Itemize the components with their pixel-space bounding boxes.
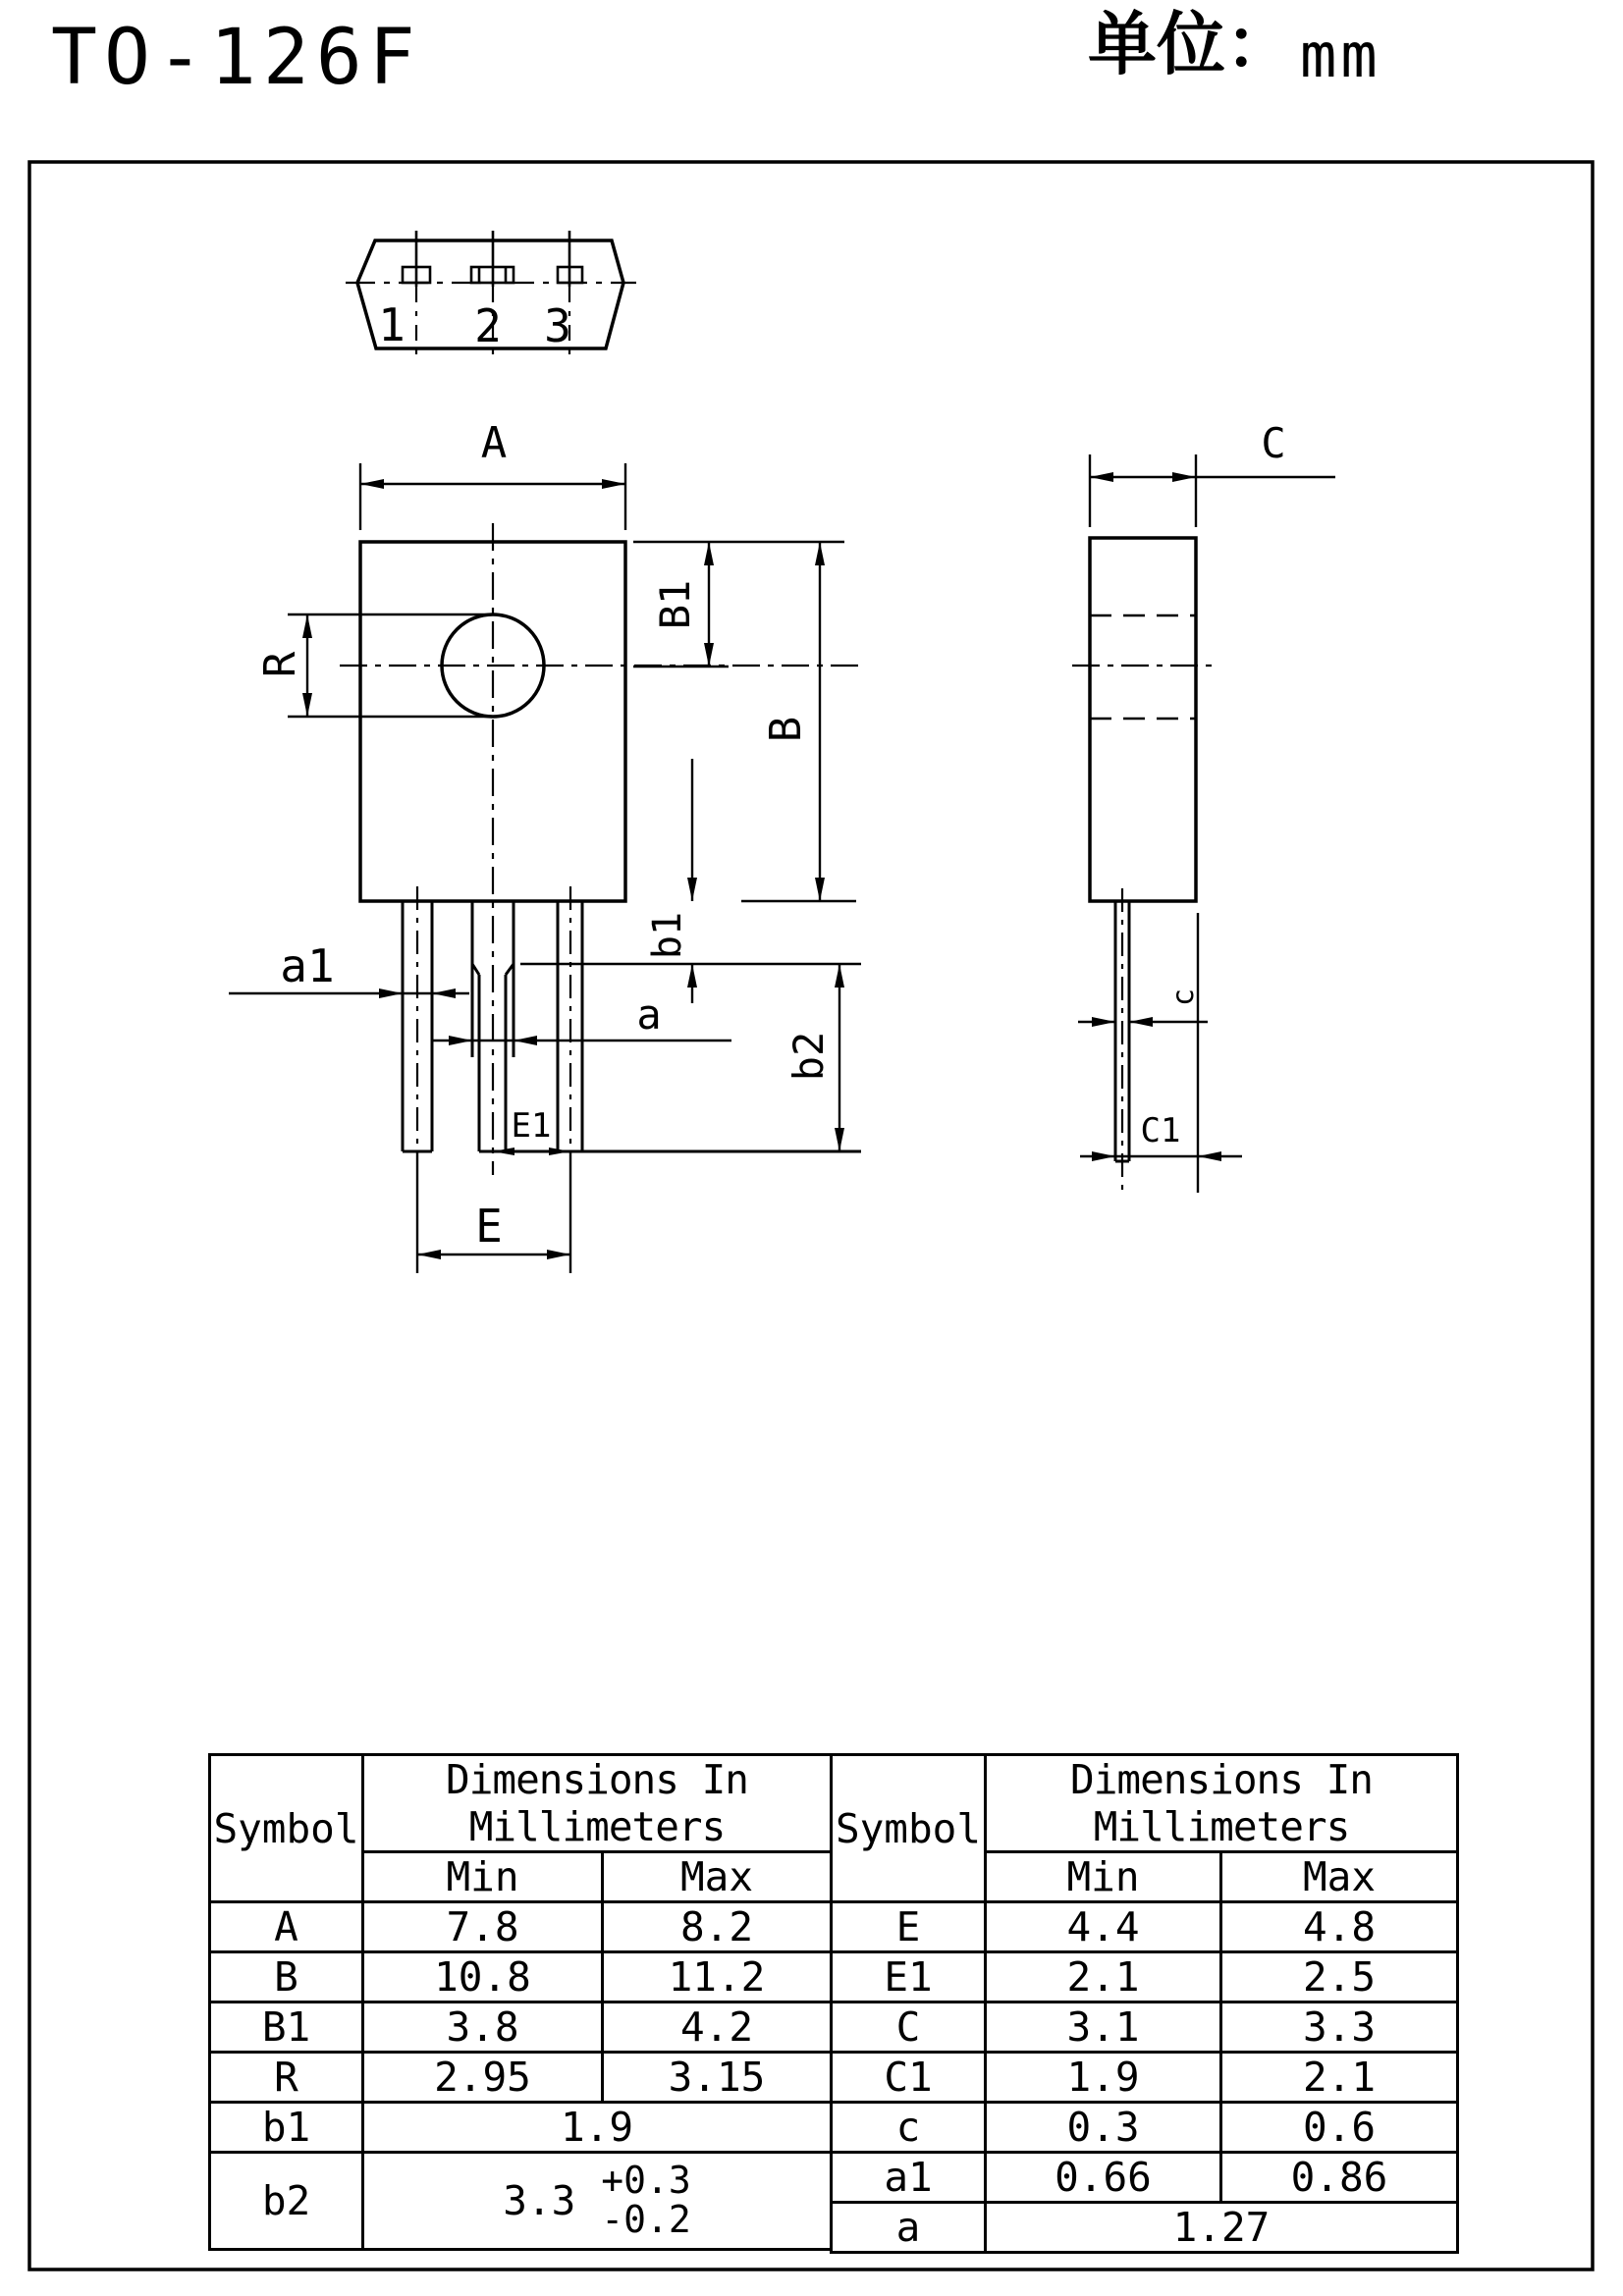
table-header-min: Min <box>363 1852 603 1902</box>
dim-label-c: c <box>1166 988 1201 1007</box>
min-cell: 3.1 <box>986 2002 1221 2053</box>
table-row <box>210 2103 832 2153</box>
max-cell: 4.2 <box>603 2002 832 2053</box>
max-cell: 11.2 <box>603 1952 832 2002</box>
unit-value: mm <box>1300 20 1381 91</box>
table-row <box>832 2153 1458 2203</box>
table-header-symbol: Symbol <box>210 1755 363 1902</box>
dim-label-B1: B1 <box>651 579 699 630</box>
table-header-max: Max <box>603 1852 832 1902</box>
symbol-cell: B1 <box>210 2002 363 2053</box>
side-view <box>1072 454 1335 1193</box>
table-row <box>210 2153 832 2250</box>
table-row <box>832 2053 1458 2103</box>
merged-value-cell: 1.27 <box>986 2203 1458 2253</box>
pin-number-2: 2 <box>474 299 502 352</box>
symbol-cell: B <box>210 1952 363 2002</box>
table-row <box>832 2002 1458 2053</box>
table-row <box>210 2053 832 2103</box>
max-cell: 3.15 <box>603 2053 832 2103</box>
dim-label-R: R <box>255 651 305 678</box>
symbol-cell: b2 <box>210 2153 363 2250</box>
pin-number-1: 1 <box>378 298 406 351</box>
dim-label-A: A <box>480 418 508 468</box>
table-row <box>210 1952 832 2002</box>
min-cell: 0.66 <box>986 2153 1221 2203</box>
table-row <box>832 1902 1458 1952</box>
dim-label-C1: C1 <box>1140 1111 1181 1150</box>
table-header-max: Max <box>1221 1852 1458 1902</box>
page-title: TO-126F <box>51 14 422 102</box>
max-cell: 2.5 <box>1221 1952 1458 2002</box>
table-row <box>832 1952 1458 2002</box>
symbol-cell: R <box>210 2053 363 2103</box>
table-header-dimensions: Dimensions In Millimeters <box>986 1755 1458 1852</box>
table-header-symbol: Symbol <box>832 1755 986 1902</box>
merged-value-cell <box>363 2153 832 2250</box>
min-cell: 7.8 <box>363 1902 603 1952</box>
table-header-min: Min <box>986 1852 1221 1902</box>
symbol-cell: b1 <box>210 2103 363 2153</box>
min-cell: 10.8 <box>363 1952 603 2002</box>
symbol-cell: E <box>832 1902 986 1952</box>
dim-label-E: E <box>475 1200 503 1253</box>
table-row <box>210 1902 832 1952</box>
max-cell: 3.3 <box>1221 2002 1458 2053</box>
min-cell: 1.9 <box>986 2053 1221 2103</box>
dim-label-a: a <box>636 990 662 1039</box>
min-cell: 0.3 <box>986 2103 1221 2153</box>
max-cell: 0.86 <box>1221 2153 1458 2203</box>
table-row <box>832 2103 1458 2153</box>
front-view-dimensions <box>229 463 861 1273</box>
symbol-cell: a <box>832 2203 986 2253</box>
max-cell: 2.1 <box>1221 2053 1458 2103</box>
b2-tolerance-plus: +0.3 <box>601 2159 691 2203</box>
symbol-cell: E1 <box>832 1952 986 2002</box>
dim-label-B: B <box>761 716 811 743</box>
min-cell: 4.4 <box>986 1902 1221 1952</box>
table-row <box>210 2002 832 2053</box>
b2-nominal: 3.3 <box>503 2177 576 2224</box>
symbol-cell: C <box>832 2002 986 2053</box>
dimensions-table-left <box>208 1753 833 2251</box>
dimension-arrowheads <box>302 472 1221 1259</box>
dim-label-C: C <box>1261 419 1286 467</box>
max-cell: 8.2 <box>603 1902 832 1952</box>
symbol-cell: c <box>832 2103 986 2153</box>
dim-label-b2: b2 <box>784 1031 833 1082</box>
min-cell: 2.1 <box>986 1952 1221 2002</box>
dimensions-table-right <box>830 1753 1459 2254</box>
symbol-cell: A <box>210 1902 363 1952</box>
dim-label-E1: E1 <box>511 1106 552 1146</box>
unit-label: 单位： <box>1088 3 1294 84</box>
symbol-cell: C1 <box>832 2053 986 2103</box>
min-cell: 2.95 <box>363 2053 603 2103</box>
merged-value-cell: 1.9 <box>363 2103 832 2153</box>
unit-note <box>1088 3 1381 91</box>
min-cell: 3.8 <box>363 2002 603 2053</box>
table-header-dimensions: Dimensions In Millimeters <box>363 1755 832 1852</box>
dim-label-b1: b1 <box>645 911 690 960</box>
symbol-cell: a1 <box>832 2153 986 2203</box>
dim-label-a1: a1 <box>280 939 335 992</box>
table-row <box>832 2203 1458 2253</box>
b2-tolerance-minus: -0.2 <box>601 2198 691 2241</box>
max-cell: 4.8 <box>1221 1902 1458 1952</box>
max-cell: 0.6 <box>1221 2103 1458 2153</box>
pin-number-3: 3 <box>544 299 571 352</box>
